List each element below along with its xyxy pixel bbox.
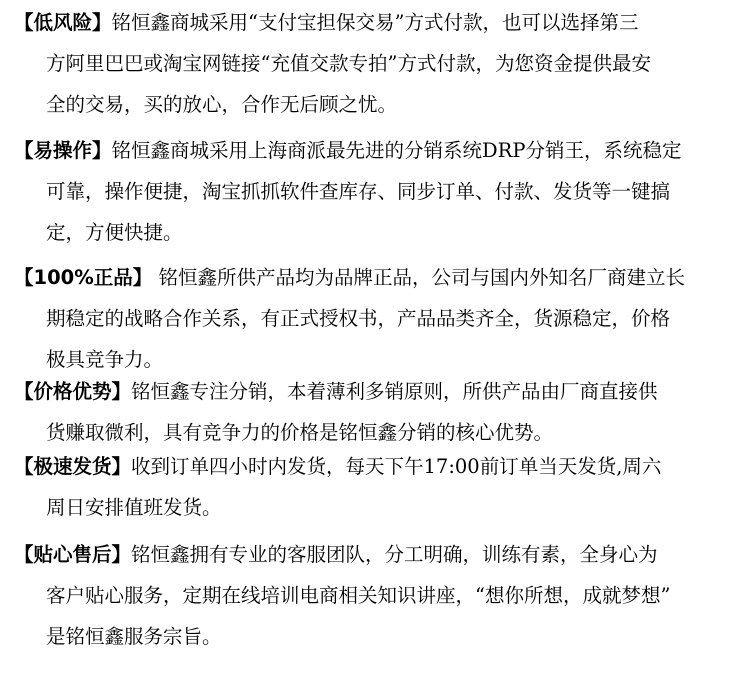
section-heading: 【低风险】 [14, 11, 112, 34]
section-text: 货赚取微利，具有竞争力的价格是铭恒鑫分销的核心优势。 [46, 421, 554, 444]
section-text: 可靠，操作便捷，淘宝抓抓软件查库存、同步订单、付款、发货等一键搞 [46, 180, 671, 203]
section-text: 期稳定的战略合作关系，有正式授权书，产品品类齐全，货源稳定，价格 [46, 307, 671, 330]
section-text: 收到订单四小时内发货，每天下午17:00前订单当天发货,周六 [131, 455, 662, 478]
section-easy-operation [14, 130, 734, 253]
section-text: 铭恒鑫专注分销，本着薄利多销原则，所供产品由厂商直接供 [131, 380, 658, 403]
section-text: 定，方便快捷。 [46, 221, 183, 244]
section-text: 方阿里巴巴或淘宝网链接“充值交款专拍”方式付款，为您资金提供最安 [46, 52, 651, 75]
section-text: 全的交易，买的放心，合作无后顾之忧。 [46, 93, 398, 116]
section-heading: 【极速发货】 [14, 455, 132, 478]
section-text: 客户贴心服务，定期在线培训电商相关知识讲座，“想你所想，成就梦想” [46, 584, 671, 607]
section-heading: 【100%正品】 [14, 266, 153, 289]
section-low-risk [14, 2, 734, 125]
section-after-sales [14, 534, 734, 657]
section-text: 周日安排值班发货。 [46, 496, 222, 519]
section-heading: 【易操作】 [14, 139, 112, 162]
section-text: 铭恒鑫所供产品均为品牌正品，公司与国内外知名厂商建立长 [152, 266, 685, 289]
section-genuine-products [14, 257, 734, 380]
section-text: 是铭恒鑫服务宗旨。 [46, 625, 222, 648]
section-heading: 【贴心售后】 [14, 543, 132, 566]
section-heading: 【价格优势】 [14, 380, 132, 403]
section-text: 铭恒鑫商城采用“支付宝担保交易”方式付款，也可以选择第三 [111, 11, 639, 34]
section-price-advantage [14, 371, 734, 453]
section-fast-delivery [14, 446, 734, 528]
section-text: 铭恒鑫商城采用上海商派最先进的分销系统DRP分销王，系统稳定 [111, 139, 682, 162]
section-text: 极具竞争力。 [46, 348, 164, 371]
section-text: 铭恒鑫拥有专业的客服团队，分工明确，训练有素，全身心为 [131, 543, 658, 566]
